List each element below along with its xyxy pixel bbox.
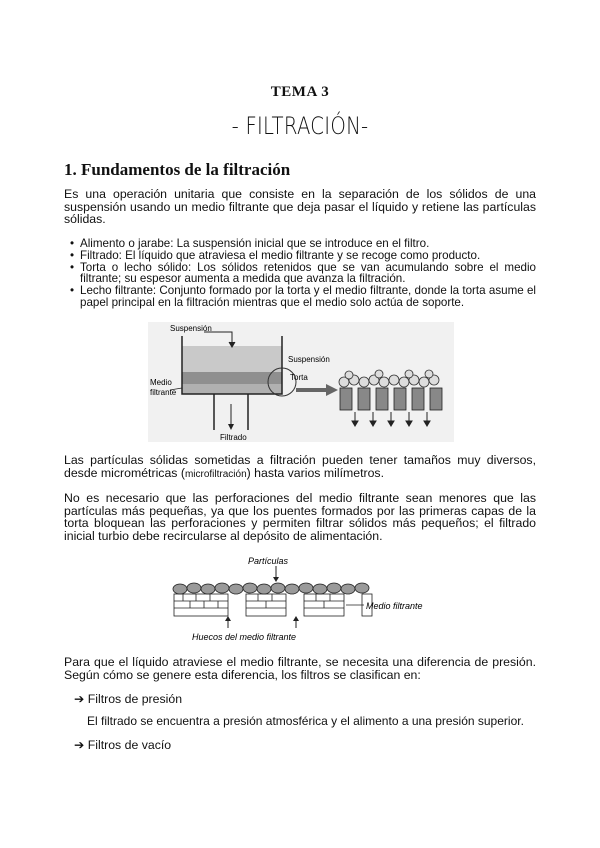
- label-torta: Torta: [290, 373, 308, 382]
- brick-blocks: [174, 594, 372, 616]
- intro-paragraph: Es una operación unitaria que consiste en la separación de los sólidos de una suspensión usando un medio filtrante que deja pasar el líquido y retiene las partículas sólidas.: [64, 187, 536, 226]
- pressure-filters-description: El filtrado se encuentra a presión atmosférica y el alimento a una presión superior.: [87, 714, 524, 728]
- label-medio: Medio: [150, 378, 172, 387]
- para2-text-before: Las partículas sólidas sometidas a filtración pueden tener tamaños muy diversos, desde micrométricas (: [64, 453, 536, 480]
- suspension-layer: [182, 346, 282, 372]
- topic-number: TEMA 3: [270, 84, 330, 100]
- page-title: - FILTRACIÓN-: [231, 112, 369, 140]
- filtration-vessel-figure: [148, 322, 454, 442]
- definition-list: [70, 238, 536, 309]
- vacuum-filters-item: ➔ Filtros de vacío: [74, 738, 172, 752]
- label-huecos: Huecos del medio filtrante: [192, 632, 297, 642]
- label-particulas: Partículas: [248, 556, 289, 566]
- filter-medium-figure: [168, 554, 438, 644]
- label-medio-filtrante: Medio filtrante: [366, 601, 423, 611]
- pressure-paragraph: Para que el líquido atraviese el medio filtrante, se necesita una diferencia de presión. Según cómo se genere esta diferencia, los filtros se clasifican en:: [64, 655, 536, 682]
- para2-microfiltration: microfiltración: [184, 468, 247, 480]
- list-item: • Torta o lecho sólido: Los sólidos retenidos que se van acumulando sobre el medio filtrante; su espesor aumenta a medida que avanza la filtración.: [70, 262, 536, 286]
- filter-medium-layer: [182, 384, 282, 394]
- label-suspension-right: Suspensión: [288, 355, 330, 364]
- list-item: • Filtrado: El líquido que atraviesa el medio filtrante y se recoge como producto.: [70, 250, 536, 262]
- pressure-filters-item: ➔ Filtros de presión: [74, 692, 183, 706]
- label-suspension-top: Suspensión: [170, 324, 212, 333]
- list-item: • Lecho filtrante: Conjunto formado por la torta y el medio filtrante, donde la torta asume el papel principal en la filtración mientras que el medio solo actúa de soporte.: [70, 285, 536, 309]
- label-filtrado: Filtrado: [220, 433, 247, 442]
- cake-layer: [182, 372, 282, 384]
- list-item: • Alimento o jarabe: La suspensión inicial que se introduce en el filtro.: [70, 238, 536, 250]
- para2-text-after: ) hasta varios milímetros.: [246, 465, 384, 480]
- label-filtrante: filtrante: [150, 388, 177, 397]
- perforations-paragraph: No es necesario que las perforaciones del medio filtrante sean menores que las partículas más pequeñas, ya que los puentes formados por las primeras capas de la torta bloquean las perforaciones y permiten filtrar sólidos más pequeños; el filtrado inicial turbio debe recircularse al depósito de alimentación.: [64, 491, 536, 543]
- particle-layer: [173, 583, 369, 594]
- particle-size-paragraph: [64, 454, 536, 481]
- section-heading: 1. Fundamentos de la filtración: [64, 160, 291, 179]
